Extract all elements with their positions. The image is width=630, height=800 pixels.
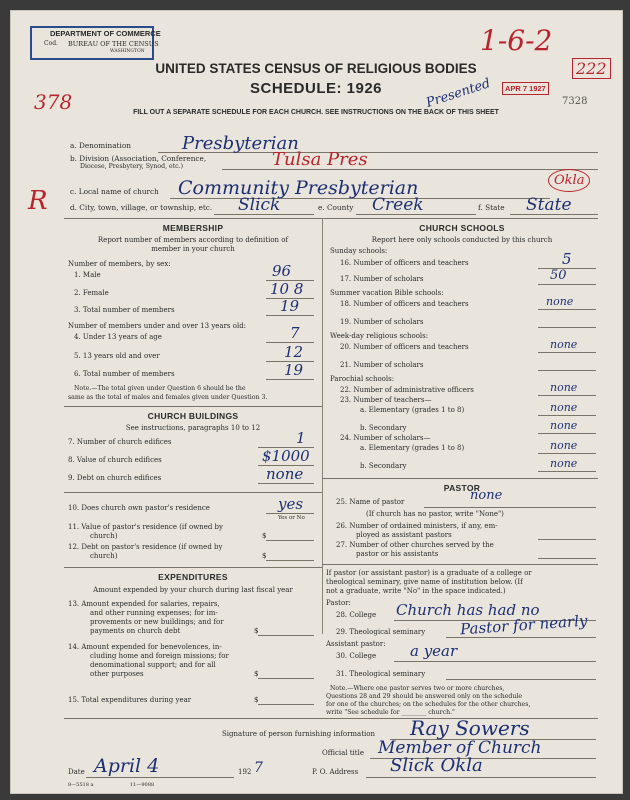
q20-value: none	[550, 338, 578, 351]
pastor-note1: Note.—Where one pastor serves two or more churches,	[330, 685, 505, 692]
signature-label: Signature of person furnishing information	[222, 730, 376, 738]
q23-label: 23. Number of teachers—	[340, 396, 432, 404]
q30-label: 30. College	[336, 652, 377, 660]
q17-line	[538, 284, 596, 285]
corner-code: 1-6-2	[480, 24, 553, 57]
q13-dollar: $	[254, 627, 259, 635]
q13-line4: payments on church debt	[90, 627, 181, 635]
stamp-number: 222	[572, 58, 611, 79]
buildings-intro: See instructions, paragraphs 10 to 12	[125, 424, 261, 432]
local-name-label: c. Local name of church	[70, 187, 159, 196]
q24b-value: none	[550, 457, 578, 470]
q8-value: $1000	[262, 447, 310, 465]
q24b-line	[538, 471, 596, 472]
q9-line	[258, 483, 314, 484]
column-divider	[322, 218, 323, 634]
q30-value: a year	[410, 642, 458, 660]
pastor-note4: write "See schedule for ________ church."	[326, 709, 455, 716]
q4-value: 7	[290, 324, 300, 342]
po-address-line	[366, 777, 596, 778]
q3-value: 19	[280, 297, 300, 315]
q13-line1: 13. Amount expended for salaries, repairs,	[68, 600, 220, 608]
date-value: April 4	[94, 755, 160, 777]
county-label: e. County	[318, 203, 354, 212]
dept-city: WASHINGTON	[110, 49, 145, 54]
q29-label: 29. Theological seminary	[336, 628, 426, 636]
q7-value: 1	[296, 429, 306, 447]
q22-label: 22. Number of administrative officers	[340, 386, 474, 394]
q16-line	[538, 268, 596, 269]
vacation-label: Summer vacation Bible schools:	[330, 289, 444, 297]
q14-line3: denominational support; and for all	[90, 661, 216, 669]
date-line	[86, 777, 234, 778]
age-intro-label: Number of members under and over 13 years old:	[68, 322, 247, 330]
membership-note2: same as the total of males and females given under Question 3.	[68, 394, 268, 401]
q15-line	[258, 704, 314, 705]
state-value: State	[526, 195, 572, 215]
form-code1: 8—5518 a	[68, 782, 94, 788]
q20-label: 20. Number of officers and teachers	[340, 343, 469, 351]
membership-bottom-rule	[64, 406, 322, 407]
graduate-note1: If pastor (or assistant pastor) is a graduate of a college or	[326, 569, 532, 577]
q10-hint: Yes or No	[278, 515, 305, 521]
division-value: Tulsa Pres	[272, 149, 368, 170]
received-date-stamp: APR 7 1927	[502, 82, 549, 95]
pastor-divider	[322, 564, 598, 565]
q27-label: 27. Number of other churches served by the	[336, 541, 494, 549]
local-name-value: Community Presbyterian	[178, 177, 419, 199]
expenditures-title: EXPENDITURES	[158, 572, 228, 582]
year-prefix: 192	[238, 768, 252, 776]
q23b-line	[538, 433, 596, 434]
q29-value: Pastor for nearly	[459, 611, 588, 639]
q2-label: 2. Female	[74, 289, 109, 297]
q30-line	[394, 661, 596, 662]
q6-label: 6. Total number of members	[74, 370, 175, 378]
q18-value: none	[546, 295, 574, 308]
q10-value: yes	[278, 495, 304, 513]
form-subtitle: SCHEDULE: 1926	[249, 80, 383, 97]
q24a-label: a. Elementary (grades 1 to 8)	[360, 444, 465, 452]
county-value: Creek	[372, 195, 424, 215]
membership-note1: Note.—The total given under Question 6 should be the	[74, 385, 246, 392]
q9-label: 9. Debt on church edifices	[68, 474, 162, 482]
received-mark: Presented	[424, 76, 493, 111]
q27-line	[538, 558, 596, 559]
q11-label2: church)	[90, 532, 118, 540]
po-address-value: Slick Okla	[390, 755, 483, 776]
form-instructions: FILL OUT A SEPARATE SCHEDULE FOR EACH CHURCH. SEE INSTRUCTIONS ON THE BACK OF THIS SHEET	[133, 109, 499, 116]
schools-intro: Report here only schools conducted by this church	[371, 236, 553, 244]
q28-value: Church has had no	[396, 601, 540, 619]
q18-line	[538, 309, 596, 310]
division-label2: Diocese, Presbytery, Synod, etc.)	[80, 163, 184, 170]
q12-dollar: $	[262, 552, 267, 560]
q31-line	[446, 679, 596, 680]
q24-label: 24. Number of scholars—	[340, 434, 431, 442]
graduate-note2: theological seminary, give name of institution below. (If	[326, 578, 523, 586]
q19-label: 19. Number of scholars	[340, 318, 424, 326]
q9-value: none	[266, 465, 304, 483]
form-code2: 11—9088	[130, 782, 155, 788]
state-label: f. State	[478, 203, 505, 212]
signature-value: Ray Sowers	[410, 716, 530, 740]
q25-label: 25. Name of pastor	[336, 498, 405, 506]
q25-value: none	[470, 488, 503, 503]
q1-label: 1. Male	[74, 271, 101, 279]
q26-label2: ployed as assistant pastors	[356, 531, 452, 539]
q27-label2: pastor or his assistants	[356, 550, 439, 558]
denomination-label: a. Denomination	[70, 141, 131, 150]
membership-intro2: member in your church	[151, 245, 235, 253]
date-label: Date	[68, 768, 85, 776]
dept-line2: BUREAU OF THE CENSUS	[68, 40, 159, 48]
membership-title: MEMBERSHIP	[162, 223, 224, 233]
q24a-value: none	[550, 439, 578, 452]
q22-value: none	[550, 381, 578, 394]
denomination-value: Presbyterian	[182, 133, 299, 154]
q23a-line	[538, 415, 596, 416]
margin-mark: R	[28, 186, 48, 216]
official-title-value: Member of Church	[378, 738, 542, 758]
q23a-value: none	[550, 401, 578, 414]
dept-line1: DEPARTMENT OF COMMERCE	[50, 29, 161, 38]
q31-label: 31. Theological seminary	[336, 670, 426, 678]
q12-label: 12. Debt on pastor's residence (if owned by	[68, 543, 223, 551]
po-address-label: P. O. Address	[312, 768, 359, 776]
q23b-label: b. Secondary	[360, 424, 407, 432]
q15-dollar: $	[254, 696, 259, 704]
q4-label: 4. Under 13 years of age	[74, 333, 162, 341]
by-sex-label: Number of members, by sex:	[68, 260, 171, 268]
q13-line2: and other running expenses; for im-	[90, 609, 218, 617]
q6-line	[266, 379, 314, 380]
q26-line	[538, 539, 596, 540]
year-value: 7	[254, 760, 263, 776]
q6-value: 19	[284, 361, 304, 379]
q24a-line	[538, 453, 596, 454]
q26-label: 26. Number of ordained ministers, if any, em-	[336, 522, 498, 530]
q8-label: 8. Value of church edifices	[68, 456, 162, 464]
q20-line	[538, 352, 596, 353]
q3-line	[266, 315, 314, 316]
q11-dollar: $	[262, 532, 267, 540]
q14-line4: other purposes	[90, 670, 144, 678]
census-form	[10, 10, 623, 794]
city-label: d. City, town, village, or township, etc.	[70, 203, 213, 212]
membership-intro1: Report number of members according to definition of	[97, 236, 289, 244]
pastor-title: PASTOR	[443, 483, 481, 493]
buildings-bottom-rule	[64, 567, 322, 568]
q14-dollar: $	[254, 670, 259, 678]
q14-line2: cluding home and foreign missions; for	[90, 652, 229, 660]
graduate-note3: not a graduate, write "No" in the space indicated.)	[326, 587, 506, 595]
parochial-label: Parochial schools:	[330, 375, 395, 383]
pastor-note3: for one of the churches; on the schedules for the other churches,	[326, 701, 531, 708]
q23b-value: none	[550, 419, 578, 432]
buildings-divider	[64, 492, 322, 493]
q14-line	[258, 678, 314, 679]
official-title-label: Official title	[322, 749, 364, 757]
q18-label: 18. Number of officers and teachers	[340, 300, 469, 308]
top-number: 378	[34, 90, 73, 114]
q16-label: 16. Number of officers and teachers	[340, 259, 469, 267]
q10-line	[266, 513, 314, 514]
q7-label: 7. Number of church edifices	[68, 438, 172, 446]
q13-line	[258, 635, 314, 636]
pastor-note2: Questions 28 and 29 should be answered only on the schedule	[326, 693, 523, 700]
q15-label: 15. Total expenditures during year	[68, 696, 192, 704]
schools-bottom-rule	[322, 478, 598, 479]
q22-line	[538, 395, 596, 396]
q19-line	[538, 327, 596, 328]
city-value: Slick	[238, 195, 281, 215]
section-top-rule	[64, 218, 598, 219]
q13-line3: provements or new buildings; and for	[90, 618, 224, 626]
q21-line	[538, 370, 596, 371]
q12-label2: church)	[90, 552, 118, 560]
q24b-label: b. Secondary	[360, 462, 407, 470]
expenditures-intro: Amount expended by your church during last fiscal year	[93, 586, 293, 594]
q10-label: 10. Does church own pastor's residence	[68, 504, 210, 512]
q28-label: 28. College	[336, 611, 377, 619]
buildings-title: CHURCH BUILDINGS	[147, 411, 239, 421]
q5-label: 5. 13 years old and over	[74, 352, 160, 360]
q2-value: 10 8	[270, 280, 304, 298]
assistant-pastor-label: Assistant pastor:	[326, 640, 386, 648]
q21-label: 21. Number of scholars	[340, 361, 424, 369]
q12-line	[266, 560, 314, 561]
form-title: UNITED STATES CENSUS OF RELIGIOUS BODIES	[155, 61, 477, 76]
q23a-label: a. Elementary (grades 1 to 8)	[360, 406, 465, 414]
q14-line1: 14. Amount expended for benevolences, in-	[68, 643, 222, 651]
pastor-label: Pastor:	[326, 599, 351, 607]
q1-value: 96	[272, 262, 292, 280]
weekday-label: Week-day religious schools:	[330, 332, 429, 340]
q25-hint: (If church has no pastor, write "None")	[366, 510, 504, 518]
q17-label: 17. Number of scholars	[340, 275, 424, 283]
sunday-label: Sunday schools:	[330, 247, 388, 255]
serial-number: 7328	[562, 96, 588, 107]
division-label: b. Division (Association, Conference,	[70, 154, 207, 163]
schools-title: CHURCH SCHOOLS	[419, 223, 505, 233]
state-circle-mark: Okla	[548, 169, 590, 192]
q3-label: 3. Total number of members	[74, 306, 175, 314]
q11-label: 11. Value of pastor's residence (if owned by	[68, 523, 223, 531]
q16-value: 5	[562, 250, 572, 268]
q5-value: 12	[284, 343, 304, 361]
q25-line	[424, 507, 596, 508]
dept-prefix: Cod.	[44, 40, 58, 47]
q11-line	[266, 540, 314, 541]
q17-value: 50	[550, 268, 567, 283]
